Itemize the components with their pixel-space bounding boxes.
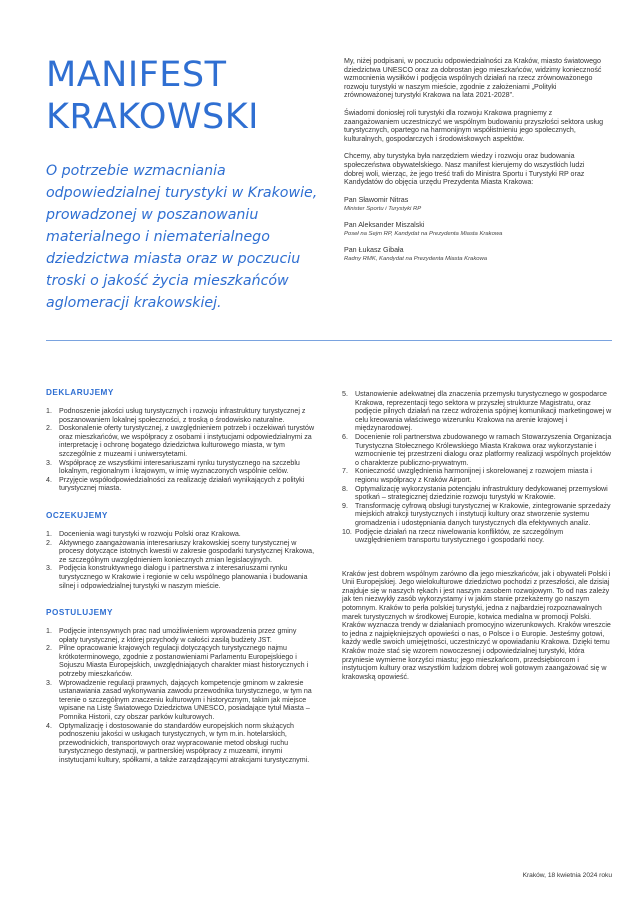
signatory-name: Pan Łukasz Gibała <box>344 245 404 254</box>
signatory <box>344 221 606 238</box>
numbered-list <box>46 530 316 590</box>
section-divider <box>46 340 612 341</box>
list-item: 4. Przyjęcie współodpowiedzialności za realizację działań wynikających z polityki turystycznej miasta. <box>46 475 305 493</box>
list-item: 2. Pilne opracowanie krajowych regulacji dotyczących turystycznego najmu krótkoterminowego, zgodnie z postanowieniami Parlamentu Europejskiego i Sojuszu Miasta Europejskich, uwzględniających charakter miast historycznych i potrzeby mieszkańców. <box>46 644 309 679</box>
list-item: 9. Transformację cyfrową obsługi turystycznej w Krakowie, zintegrowanie sprzedaży miejskich atrakcji turystycznych i instytucji kultury oraz stworzenie systemu gromadzenia i udostępniania danych turystycznych dla efektywnych analiz. <box>342 501 611 527</box>
section-heading: POSTULUJEMY <box>46 608 113 618</box>
right-column <box>342 390 612 681</box>
signatory <box>344 196 606 213</box>
signatory-role: Radny RMK, Kandydat na Prezydenta Miasta Krakowa <box>344 255 488 262</box>
list-item: 4. Optymalizację i dostosowanie do standardów europejskich norm służących podnoszeniu jakości w usługach turystycznych, w tym m.in. hotelarskich, przewodnickich, transportowych oraz wypracowanie metod obsługi ruchu turystycznego destynacji, w partnerskiej współpracy z muzeami, innymi instytucjami kultury, spółkami, a także zarządzającymi atrakcjami turystycznymi. <box>46 721 310 764</box>
list-item: 8. Optymalizację wykorzystania potencjału infrastruktury dedykowanej przemysłowi spotkań – strategicznej dziedzinie rozwoju turystyki w Krakowie. <box>342 484 608 502</box>
list-item: 10. Podjęcie działań na rzecz niwelowania konfliktów, ze szczególnym uwzględnieniem transportu turystycznego i gospodarki nocy. <box>342 527 564 545</box>
list-item: 6. Docenienie roli partnerstwa zbudowanego w ramach Stowarzyszenia Organizacja Turystyczna Stołecznego Królewskiego Miasta Krakowa oraz wykorzystanie i wzmocnienie tej przestrzeni dialogu oraz platformy realizacji wspólnych projektów o charakterze publiczno-prywatnym. <box>342 432 612 467</box>
numbered-list <box>46 407 316 493</box>
section-postulujemy <box>46 608 316 765</box>
closing-paragraph: Kraków jest dobrem wspólnym zarówno dla jego mieszkańców, jak i obywateli Polski i Unii Europejskiej. Jego wielokulturowe dziedzictwo pochodzi z przeszłości, ale dzisiaj znajduje się w naszych rękach i jest naszym zasobem rozwojowym. To od nas zależy jak ten niezwykły zasób wykorzystamy i w jakim stanie przekażemy go naszym potomnym. Kraków to perła polskiej turystyki, jedna z najbardziej rozpoznawalnych marek turystycznych w środkowej Europie, kotwica medialna w promocji Polski. Kraków wyznacza trendy w działaniach promocyjno wizerunkowych. Kraków wreszcie to jedna z najpiękniejszych opowieści o nas, o Polsce i o Europie. Jesteśmy gotowi, każdy wedle swoich umiejętności, uczestniczyć w opowiadaniu Krakowa. Dzięki temu Kraków może stać się wzorem nowoczesnej i odpowiedzialnej turystyki, która przyniesie wymierne korzyści miastu; jego mieszkańcom, przedsiębiorcom i instytucjom kultury oraz wszystkim ludziom dobrej woli gotowym zaangażować się w krakowską opowieść. <box>342 569 611 681</box>
title-line-1: MANIFEST <box>46 55 227 95</box>
signatory-role: Minister Sportu i Turystyki RP <box>344 205 422 212</box>
section-deklarujemy <box>46 388 316 493</box>
lead-statement: O potrzebie wzmacniania odpowiedzialnej turystyki w Krakowie, prowadzonej w poszanowaniu materialnego i niematerialnego dziedzictwa miasta oraz w poczuciu troski o jakość życia mieszkańców aglomeracji krakowskiej. <box>46 163 318 311</box>
list-item: 3. Podjęcia konstruktywnego dialogu i partnerstwa z interesariuszami rynku turystycznego w Krakowie i regionie w celu wspólnego planowania i budowania silnej i odpowiedzialnej turystyki w naszym mieście. <box>46 564 308 590</box>
signatory-role: Poseł na Sejm RP, Kandydat na Prezydenta Miasta Krakowa <box>344 230 503 237</box>
document-title <box>46 54 259 138</box>
left-column <box>46 388 316 783</box>
list-item: 1. Podnoszenie jakości usług turystycznych i rozwoju infrastruktury turystycznej z poszanowaniem lokalnej społeczności, z troską o środowisko naturalne. <box>46 407 306 424</box>
title-line-2: KRAKOWSKI <box>46 97 259 137</box>
intro-block <box>344 57 606 271</box>
numbered-list <box>46 627 316 765</box>
section-oczekujemy <box>46 511 316 590</box>
list-item: 5. Ustanowienie adekwatnej dla znaczenia przemysłu turystycznego w gospodarce Krakowa, reprezentacji tego sektora w przyszłej strukturze Magistratu, oraz podjęcie pilnych działań na rzecz wdrożenia spójnej komunikacji marketingowej w celu kreowania właściwego wizerunku Krakowa na arenie krajowej i międzynarodowej. <box>342 390 612 433</box>
intro-paragraph: My, niżej podpisani, w poczuciu odpowiedzialności za Kraków, miasto światowego dziedzictwa UNESCO oraz za dobrostan jego mieszkańców, widzimy konieczność wzmocnienia wysiłków i podjęcia wspólnych działań na rzecz zrównoważonego rozwoju turystyki w naszym mieście, zgodnie z założeniami „Polityki zrównoważonej turystyki Krakowa na lata 2021-2028”. <box>344 57 602 100</box>
list-item: 2. Aktywnego zaangażowania interesariuszy krakowskiej sceny turystycznej w procesy dotyczące istotnych kwestii w zakresie gospodarki turystycznej Krakowa, ze szczególnym uwzględnieniem koniecznych zmian legislacyjnych. <box>46 538 315 564</box>
intro-paragraph: Świadomi doniosłej roli turystyki dla rozwoju Krakowa pragniemy z zaangażowaniem uczestniczyć we wspólnym budowaniu przyszłości sektora usług turystycznych, opartego na harmonijnym współistnieniu jego społecznych, kulturalnych, gospodarczych i środowiskowych aspektów. <box>344 108 604 143</box>
dateline: Kraków, 18 kwietnia 2024 roku <box>522 872 612 879</box>
intro-paragraph: Chcemy, aby turystyka była narzędziem wiedzy i rozwoju oraz budowania społeczeństwa obywatelskiego. Nasz manifest kierujemy do wszystkich ludzi dobrej woli, wierząc, że jego treść trafi do Ministra Sportu i Turystyki RP oraz Kandydatów do objęcia urzędu Prezydenta Miasta Krakowa: <box>344 152 585 187</box>
list-item: 1. Docenienia wagi turystyki w rozwoju Polski oraz Krakowa. <box>46 529 241 538</box>
section-heading: DEKLARUJEMY <box>46 388 114 397</box>
list-item: 7. Konieczność uwzględnienia harmonijnej i skorelowanej z rozwojem miasta i regionu współpracy z Kraków Airport. <box>342 467 592 484</box>
numbered-list-continued <box>342 390 612 545</box>
list-item: 3. Wprowadzenie regulacji prawnych, dających kompetencje gminom w zakresie ustanawiania zasad wykonywania zawodu przewodnika turystycznego, w tym na terenie o szczególnym znaczeniu kulturowym i historycznym, takim jak miejsce wpisane na Listę Światowego Dziedzictwa UNESCO, posiadające tytuł Miasta – Pomnika Historii, czy obszar parków kulturowych. <box>46 678 312 722</box>
section-heading: OCZEKUJEMY <box>46 510 108 520</box>
list-item: 1. Podjęcie intensywnych prac nad umożliwieniem wprowadzenia przez gminy opłaty turystycznej, z której przychody w całości zasilą budżety JST. <box>46 627 297 644</box>
list-item: 2. Doskonalenie oferty turystycznej, z uwzględnieniem potrzeb i oczekiwań turystów oraz mieszkańców, we współpracy z osobami i instytucjami odpowiedzialnymi za interpretację i ochronę bogatego dziedzictwa kulturowego miasta, w tym szczególnie z muzeami i uniwersytetami. <box>46 424 315 458</box>
list-item: 3. Współpracę ze wszystkimi interesariuszami rynku turystycznego na szczeblu lokalnym, regionalnym i krajowym, w imię wyznaczonych wspólnie celów. <box>46 458 300 476</box>
signatory <box>344 246 606 263</box>
signatory-name: Pan Sławomir Nitras <box>344 195 409 204</box>
signatory-name: Pan Aleksander Miszalski <box>344 220 425 229</box>
